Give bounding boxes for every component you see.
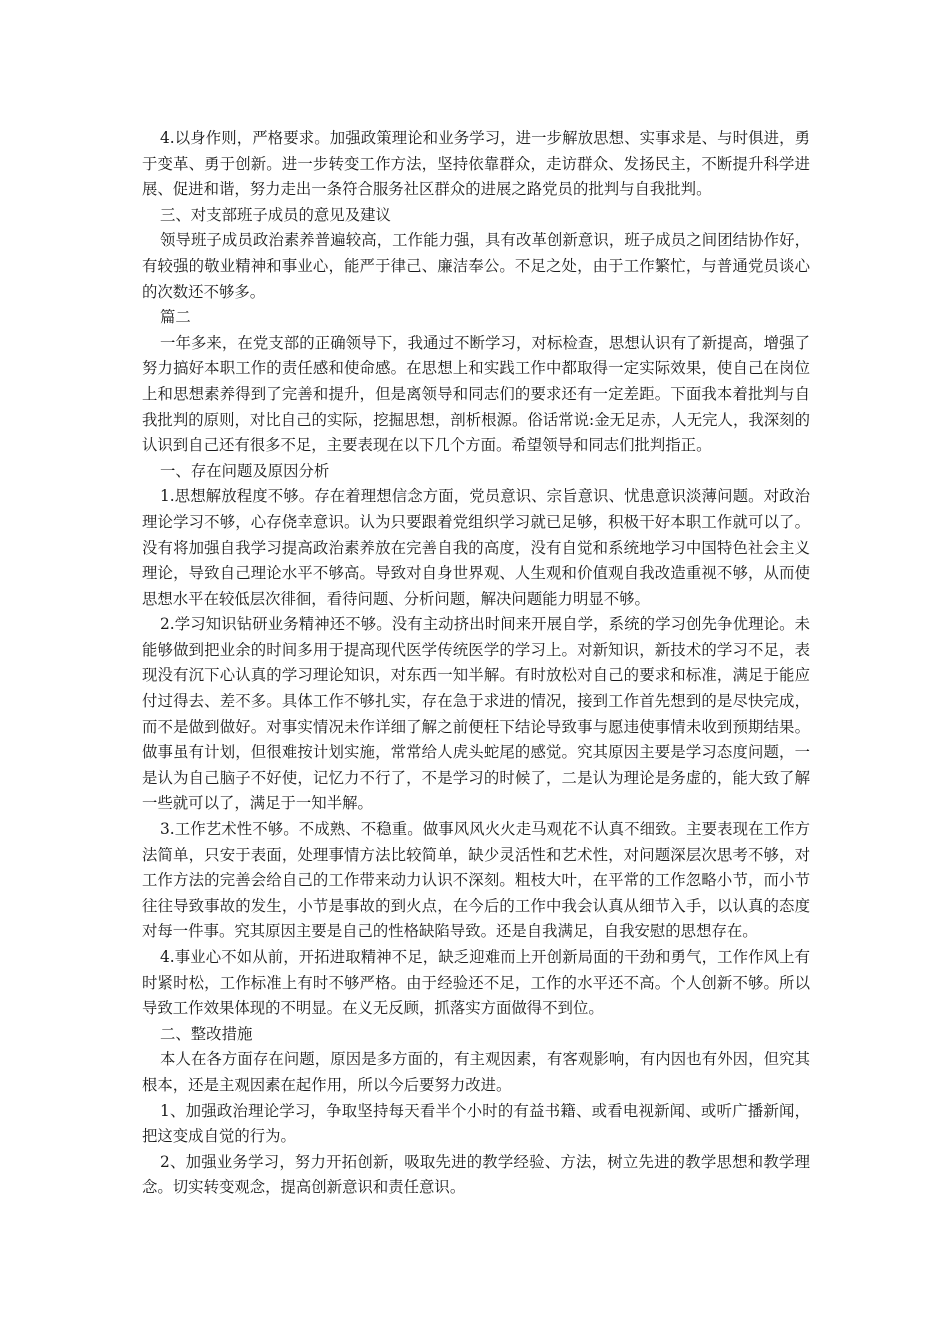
paragraph-problem-2: 2.学习知识钻研业务精神还不够。没有主动挤出时间来开展自学，系统的学习创先争优理论。未能够做到把业余的时间多用于提高现代医学传统医学的学习上。对新知识，新技术的学习不足，表现没有沉下心认真的学习理论知识，对东西一知半解。有时放松对自己的要求和标准，满足于能应付过得去、差不多。具体工作不够扎实，存在急于求进的情况，接到工作首先想到的是尽快完成，而不是做到做好。对事实情况未作详细了解之前便枉下结论导致事与愿违使事情未收到预期结果。做事虽有计划，但很难按计划实施，常常给人虎头蛇尾的感觉。究其原因主要是学习态度问题，一是认为自己脑子不好使，记忆力不行了，不是学习的时候了，二是认为理论是务虚的，能大致了解一些就可以了，满足于一知半解。 <box>142 615 810 813</box>
paragraph-introduction: 一年多来，在党支部的正确领导下，我通过不断学习，对标检查，思想认识有了新提高，增强了努力搞好本职工作的责任感和使命感。在思想上和实践工作中都取得一定实际效果，使自己在岗位上和思想素养得到了完善和提升，但是离领导和同志们的要求还有一定差距。下面我本着批判与自我批判的原则，对比自己的实际，挖掘思想，剖析根源。俗话常说:金无足赤，人无完人，我深刻的认识到自己还有很多不足，主要表现在以下几个方面。希望领导和同志们批判指正。 <box>142 333 810 455</box>
paragraph-measures-intro: 本人在各方面存在问题，原因是多方面的，有主观因素，有客观影响，有内因也有外因，但究其根本，还是主观因素在起作用，所以今后要努力改进。 <box>142 1050 810 1094</box>
paragraph-self-discipline: 4.以身作则，严格要求。加强政策理论和业务学习，进一步解放思想、实事求是、与时俱进，勇于变革、勇于创新。进一步转变工作方法，坚持依靠群众，走访群众、发扬民主，不断提升科学进展、促进和谐，努力走出一条符合服务社区群众的进展之路党员的批判与自我批判。 <box>142 129 810 199</box>
section-heading-suggestions: 三、对支部班子成员的意见及建议 <box>160 205 391 224</box>
part-heading-two: 篇二 <box>160 308 191 327</box>
paragraph-problem-3: 3.工作艺术性不够。不成熟、不稳重。做事风风火火走马观花不认真不细致。主要表现在工作方法简单，只安于表面，处理事情方法比较简单，缺少灵活性和艺术性，对问题深层次思考不够，对工作方法的完善会给自己的工作带来动力认识不深刻。粗枝大叶，在平常的工作忽略小节，而小节往往导致事故的发生，小节是事故的到火点，在今后的工作中我会认真从细节入手，以认真的态度对每一件事。究其原因主要是自己的性格缺陷导致。还是自我满足，自我安慰的思想存在。 <box>142 820 810 941</box>
paragraph-leadership-assessment: 领导班子成员政治素养普遍较高，工作能力强，具有改革创新意识，班子成员之间团结协作好，有较强的敬业精神和事业心，能严于律己、廉洁奉公。不足之处，由于工作繁忙，与普通党员谈心的次数还不够多。 <box>142 231 810 301</box>
paragraph-measure-2: 2、加强业务学习，努力开拓创新，吸取先进的教学经验、方法，树立先进的教学思想和教学理念。切实转变观念，提高创新意识和责任意识。 <box>142 1152 810 1197</box>
section-heading-problems: 一、存在问题及原因分析 <box>160 461 330 480</box>
document-body <box>142 126 810 1201</box>
paragraph-problem-4: 4.事业心不如从前，开拓进取精神不足，缺乏迎难而上开创新局面的干劲和勇气，工作作风上有时紧时松，工作标准上有时不够严格。由于经验还不足，工作的水平还不高。个人创新不够。所以导致工作效果体现的不明显。在义无反顾，抓落实方面做得不到位。 <box>142 948 810 1018</box>
section-heading-measures: 二、整改措施 <box>160 1024 253 1043</box>
paragraph-measure-1: 1、加强政治理论学习，争取坚持每天看半个小时的有益书籍、或看电视新闻、或听广播新闻，把这变成自觉的行为。 <box>142 1101 810 1146</box>
paragraph-problem-1: 1.思想解放程度不够。存在着理想信念方面，党员意识、宗旨意识、忧患意识淡薄问题。对政治理论学习不够，心存侥幸意识。认为只要跟着党组织学习就已足够，积极干好本职工作就可以了。没有将加强自我学习提高政治素养放在完善自我的高度，没有自觉和系统地学习中国特色社会主义理论，导致自己理论水平不够高。导致对自身世界观、人生观和价值观自我改造重视不够，从而使思想水平在较低层次徘徊，看待问题、分析问题，解决问题能力明显不够。 <box>142 487 810 608</box>
